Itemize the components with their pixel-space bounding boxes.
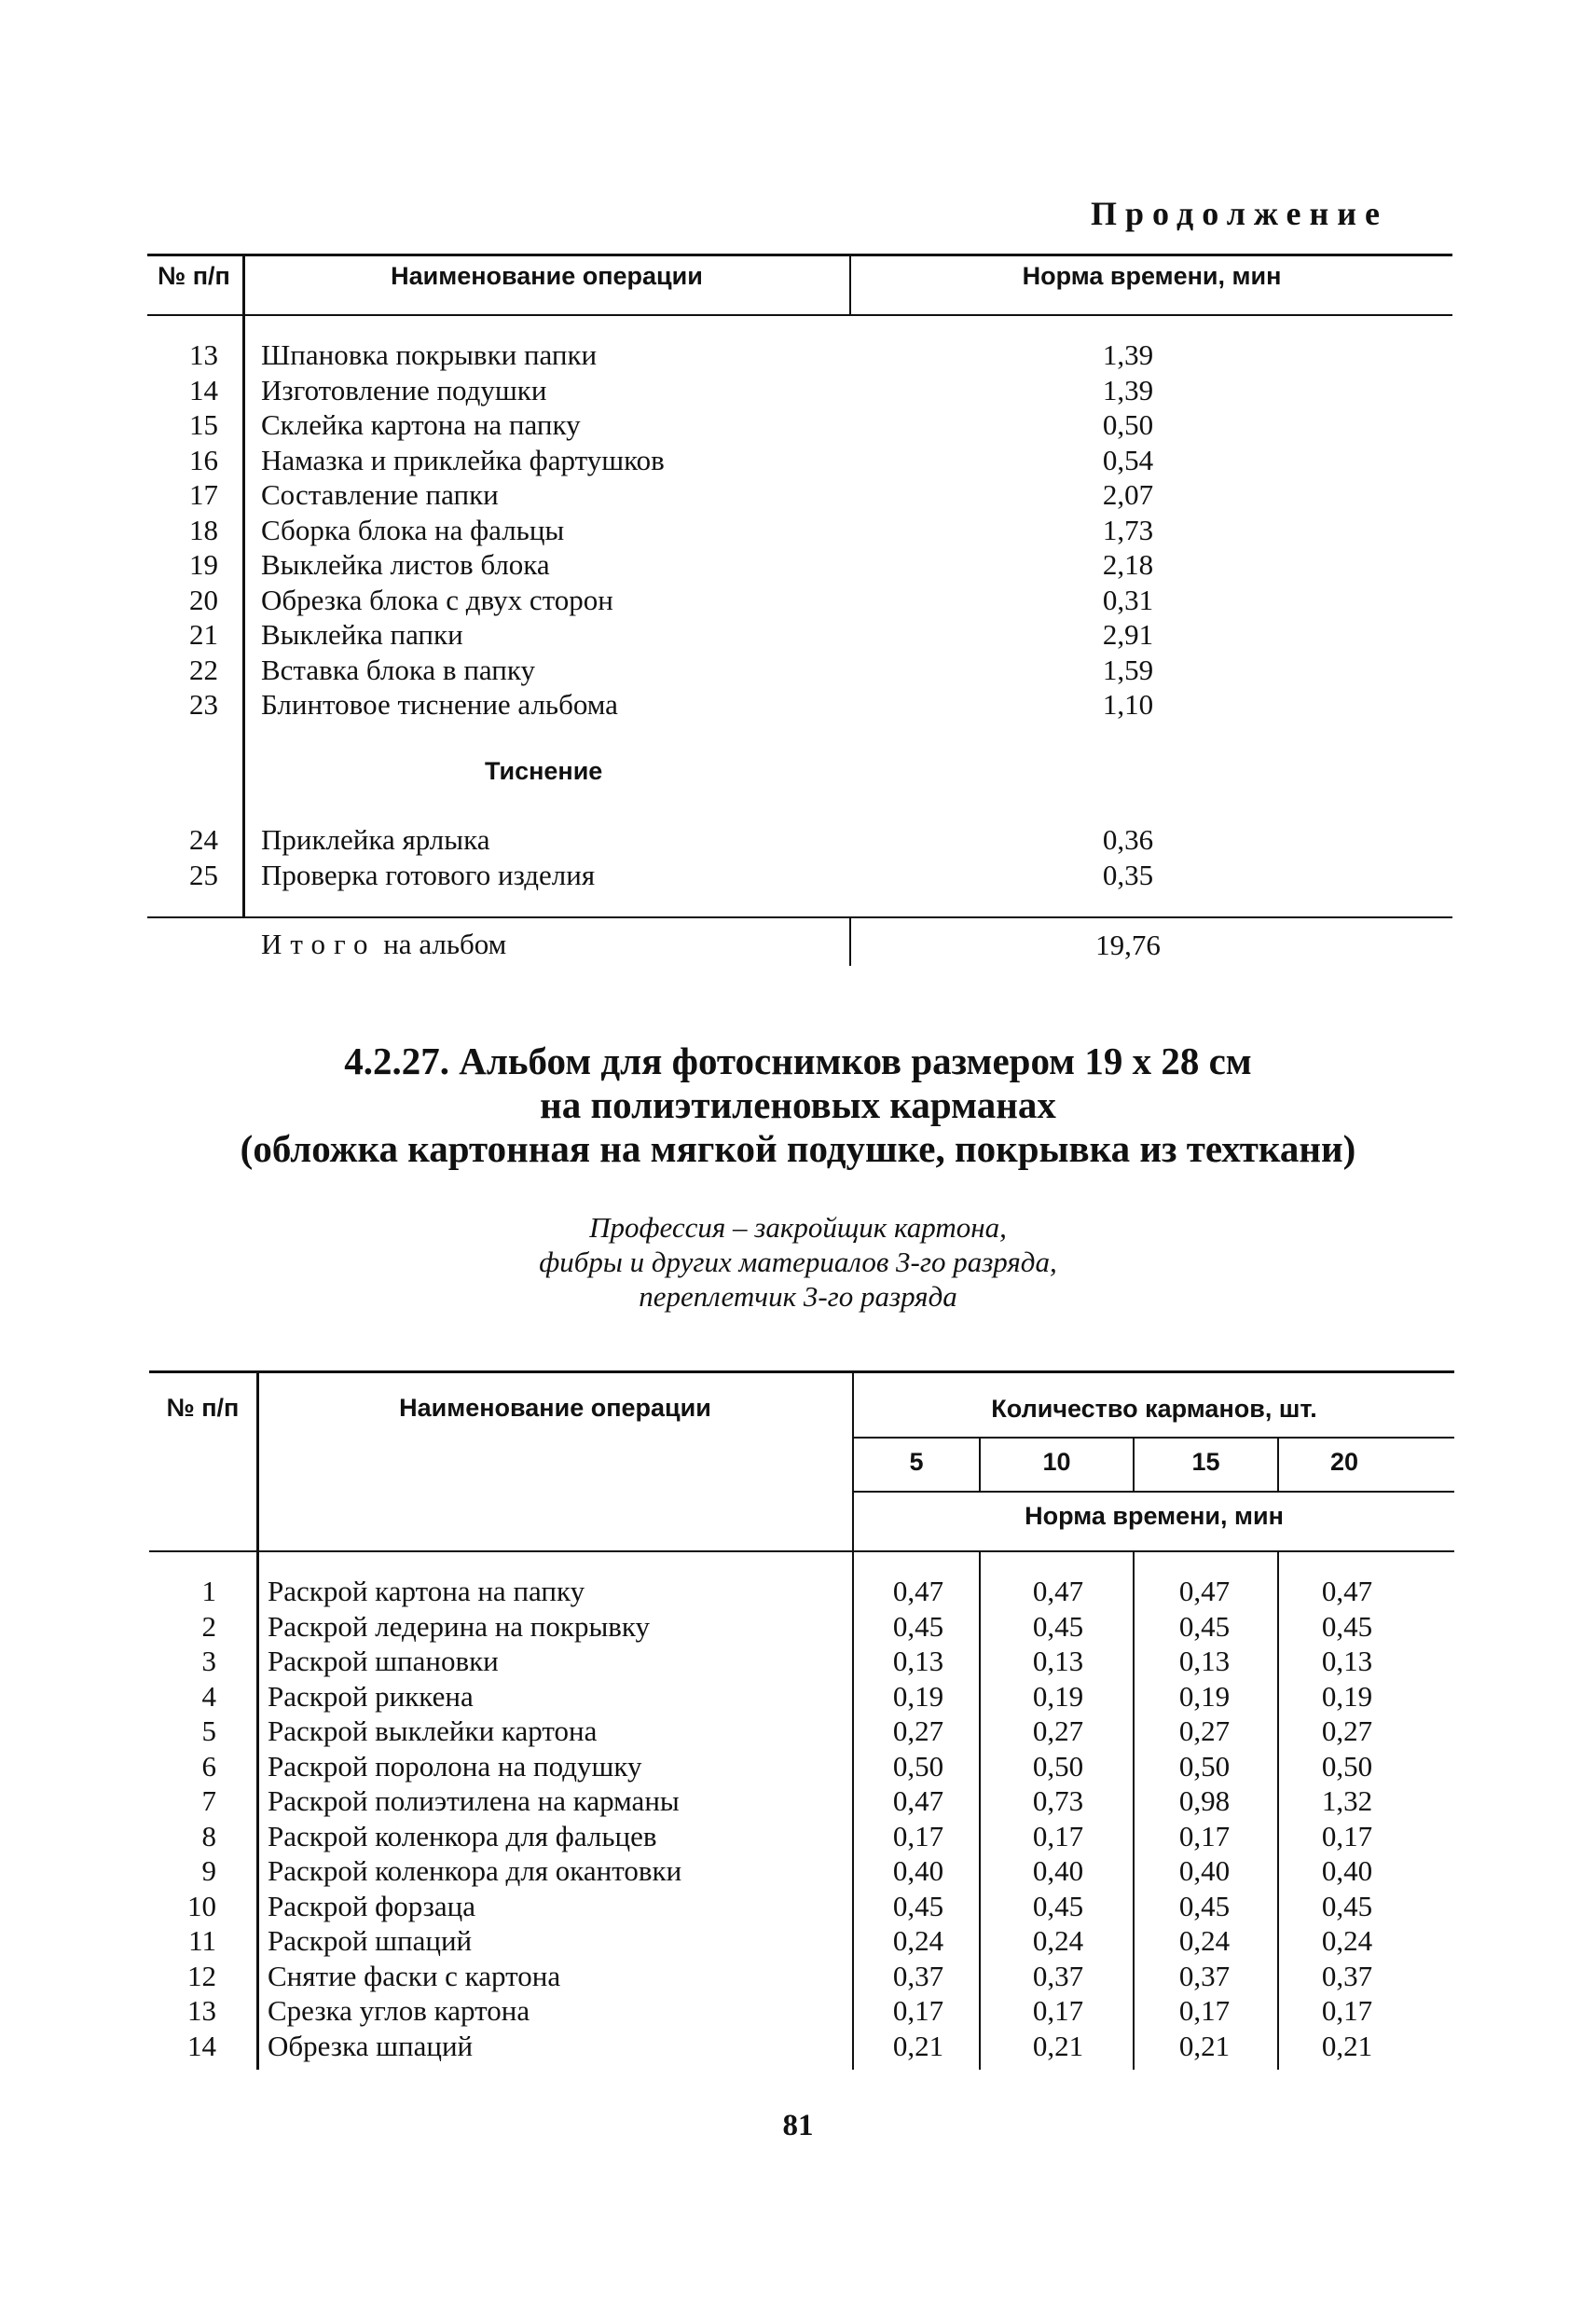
- table1-row-name: Составление папки: [261, 478, 499, 511]
- table2-header-q15: 15: [1191, 1448, 1220, 1476]
- table2-row-name: Срезка углов картона: [268, 1994, 530, 2027]
- table1-row-num: 15: [189, 408, 218, 441]
- table2-cell-v15: 0,45: [1178, 1609, 1231, 1643]
- table1-row-norm: 2,18: [1102, 548, 1154, 581]
- table2-cell-v20: 0,45: [1321, 1889, 1373, 1922]
- table2-cell-v10: 0,47: [1032, 1575, 1084, 1607]
- table2-cell-v15: 0,17: [1178, 1994, 1231, 2027]
- table2-cell-v20: 0,19: [1321, 1679, 1373, 1713]
- page-number: 81: [782, 2109, 814, 2142]
- table2-header-qty: Количество карманов, шт.: [991, 1395, 1317, 1423]
- table1-row-norm: 1,59: [1102, 653, 1154, 686]
- table2-cell-v20: 0,40: [1321, 1854, 1373, 1887]
- table2-cell-v20: 0,13: [1321, 1645, 1373, 1677]
- table1-row-norm: 0,54: [1102, 443, 1154, 476]
- table2-cell-v5: 0,21: [892, 2029, 944, 2062]
- table2-row-num: 11: [188, 1924, 216, 1957]
- table2-cell-v15: 0,24: [1178, 1924, 1231, 1957]
- table1-row-name: Блинтовое тиснение альбома: [261, 688, 618, 721]
- table2-row-name: Раскрой коленкора для окантовки: [268, 1854, 682, 1887]
- table2-cell-v10: 0,45: [1032, 1609, 1084, 1643]
- table2-header-name: Наименование операции: [399, 1394, 711, 1422]
- table1-row-name: Приклейка ярлыка: [261, 823, 490, 856]
- table2-cell-v20: 0,21: [1321, 2029, 1373, 2062]
- table1-row-norm: 1,39: [1102, 373, 1154, 406]
- table1-row-name: Склейка картона на папку: [261, 408, 581, 441]
- table1-header-norm: Норма времени, мин: [1022, 262, 1282, 290]
- table1-row-norm: 0,35: [1102, 858, 1154, 891]
- table2-row-name: Снятие фаски с картона: [268, 1959, 561, 1992]
- table2-col-name: [268, 1574, 681, 2063]
- table1-row-num: 13: [189, 338, 218, 371]
- table2-row-num: 13: [187, 1994, 216, 2027]
- table1-row-num: 16: [189, 443, 218, 476]
- profession-line: Профессия – закройщик картона,: [589, 1211, 1007, 1244]
- table2-num-col-rule: [256, 1370, 259, 2070]
- continued-label: Продолжение: [1091, 195, 1388, 232]
- table1-row-name: Проверка готового изделия: [261, 858, 596, 891]
- table1-row-name: Изготовление подушки: [261, 373, 547, 406]
- table1-row-norm: 1,39: [1102, 338, 1154, 371]
- table1-row-name: Выклейка папки: [261, 618, 463, 651]
- table1-row-num: 14: [189, 373, 218, 406]
- table2-v5-rule: [979, 1550, 981, 2070]
- table2-row-num: 6: [201, 1749, 216, 1783]
- section-title-line: 4.2.27. Альбом для фотоснимков размером 19 х 28 см: [344, 1039, 1252, 1082]
- table1-row-num: 18: [189, 513, 218, 546]
- table2-row-num: 10: [187, 1889, 216, 1922]
- table2-cell-v10: 0,73: [1032, 1784, 1084, 1817]
- table2-row-num: 2: [201, 1609, 216, 1643]
- table2-row-name: Раскрой поролона на подушку: [268, 1749, 642, 1783]
- table2-sub-rule: [852, 1491, 1454, 1493]
- table2-row-name: Раскрой выклейки картона: [268, 1714, 598, 1747]
- table2-cell-v20: 0,37: [1321, 1959, 1373, 1992]
- table2-header-q20: 20: [1329, 1448, 1359, 1476]
- table2-row-name: Раскрой полиэтилена на карманы: [268, 1784, 680, 1817]
- table2-qty-rule: [852, 1437, 1454, 1439]
- table2-row-num: 8: [201, 1819, 216, 1852]
- table1-row-norm: 0,31: [1102, 583, 1154, 616]
- table2-cell-v5: 0,40: [892, 1854, 944, 1887]
- table2-cell-v10: 0,13: [1032, 1645, 1084, 1677]
- table2-v15-rule: [1277, 1550, 1279, 2070]
- table2-v10-rule: [1133, 1550, 1135, 2070]
- table2-cell-v15: 0,45: [1178, 1889, 1231, 1922]
- table2-row-num: 9: [201, 1854, 216, 1887]
- table2-cell-v10: 0,27: [1032, 1714, 1084, 1747]
- table2-cell-v5: 0,45: [892, 1889, 944, 1922]
- table2-row-num: 7: [201, 1784, 216, 1817]
- table1-row-num: 23: [189, 688, 218, 721]
- table2-cell-v20: 1,32: [1321, 1784, 1373, 1817]
- table1-rows-a-norm: [1053, 337, 1203, 723]
- table1-row-name: Сборка блока на фальцы: [261, 513, 565, 546]
- table1-rows-a-name: [261, 337, 665, 723]
- table2-header-rule: [149, 1550, 1454, 1552]
- table1-row-norm: 2,07: [1102, 478, 1154, 511]
- table2-row-name: Раскрой шпановки: [268, 1645, 499, 1677]
- table2-row-num: 12: [187, 1959, 216, 1992]
- table1-header-num: № п/п: [158, 262, 230, 290]
- table2-cell-v10: 0,40: [1032, 1854, 1084, 1887]
- table2-cell-v10: 0,24: [1032, 1924, 1084, 1957]
- table2-cell-v10: 0,45: [1032, 1889, 1084, 1922]
- table1-row-name: Выклейка листов блока: [261, 548, 550, 581]
- table1-row-num: 20: [189, 583, 218, 616]
- table2-row-name: Раскрой форзаца: [268, 1889, 475, 1922]
- table2-cell-v15: 0,17: [1178, 1819, 1231, 1852]
- table2-cell-v5: 0,45: [892, 1609, 944, 1643]
- table2-cell-v10: 0,17: [1032, 1819, 1084, 1852]
- section-title-line: на полиэтиленовых карманах: [540, 1083, 1056, 1126]
- table1-total-rest: на альбом: [383, 928, 507, 960]
- table2-cell-v20: 0,47: [1321, 1575, 1373, 1607]
- table1-row-norm: 1,10: [1102, 688, 1154, 721]
- table2-cell-v5: 0,37: [892, 1959, 944, 1992]
- profession-line: фибры и других материалов 3-го разряда,: [539, 1246, 1057, 1278]
- table1-row-num: 24: [189, 823, 218, 856]
- table1-header-rule: [147, 314, 1452, 316]
- table2-cell-v5: 0,24: [892, 1924, 944, 1957]
- table2-header-num: № п/п: [166, 1394, 240, 1422]
- table2-cell-v15: 0,50: [1178, 1749, 1231, 1783]
- table2-row-name: Раскрой шпаций: [268, 1924, 473, 1957]
- table1-row-norm: 0,50: [1102, 408, 1154, 441]
- table1-row-norm: 1,73: [1102, 513, 1154, 546]
- table2-cell-v20: 0,45: [1321, 1609, 1373, 1643]
- table2-cell-v20: 0,24: [1321, 1924, 1373, 1957]
- table1-row-num: 19: [189, 548, 218, 581]
- table1-row-norm: 2,91: [1102, 618, 1154, 651]
- table1-row-name: Шпановка покрывки папки: [261, 338, 598, 371]
- table2-cell-v15: 0,27: [1178, 1714, 1231, 1747]
- table2-row-name: Раскрой картона на папку: [268, 1575, 585, 1607]
- table2-cell-v15: 0,40: [1178, 1854, 1231, 1887]
- table2-row-name: Раскрой риккена: [268, 1679, 474, 1713]
- table2-cell-v10: 0,37: [1032, 1959, 1084, 1992]
- table2-cell-v5: 0,19: [892, 1679, 944, 1713]
- table2-cell-v20: 0,27: [1321, 1714, 1373, 1747]
- table2-cell-v10: 0,21: [1032, 2029, 1084, 2062]
- table2-cell-v5: 0,17: [892, 1994, 944, 2027]
- table2-row-num: 4: [201, 1679, 216, 1713]
- table2-cell-v20: 0,17: [1321, 1994, 1373, 2027]
- table1-rows-b-num: [149, 822, 218, 892]
- table2-cell-v5: 0,27: [892, 1714, 944, 1747]
- section-title: [0, 1039, 1596, 1171]
- table1-row-name: Обрезка блока с двух сторон: [261, 583, 613, 616]
- table2-cell-v15: 0,47: [1178, 1575, 1231, 1607]
- table2-cell-v15: 0,13: [1178, 1645, 1231, 1677]
- profession-line: переплетчик 3-го разряда: [639, 1280, 957, 1313]
- table1-row-num: 21: [189, 618, 218, 651]
- table2-cell-v15: 0,98: [1178, 1784, 1231, 1817]
- table1-row-norm: 0,36: [1102, 823, 1154, 856]
- table2-cell-v5: 0,50: [892, 1749, 944, 1783]
- table2-header-q10: 10: [1042, 1448, 1071, 1476]
- table2-cell-v5: 0,17: [892, 1819, 944, 1852]
- profession-note: [0, 1210, 1596, 1314]
- table1-num-col-rule: [242, 254, 245, 916]
- table2-top-rule: [149, 1370, 1454, 1373]
- table2-cell-v20: 0,50: [1321, 1749, 1373, 1783]
- table1-header-name: Наименование операции: [391, 262, 703, 290]
- table2-cell-v15: 0,21: [1178, 2029, 1231, 2062]
- table1-row-name: Вставка блока в папку: [261, 653, 535, 686]
- table2-cell-v5: 0,47: [892, 1575, 944, 1607]
- table2-row-num: 5: [201, 1714, 216, 1747]
- table1-top-rule: [147, 254, 1452, 256]
- table2-cell-v20: 0,17: [1321, 1819, 1373, 1852]
- table1-total-value: 19,76: [1095, 929, 1161, 961]
- table1-total-rule: [849, 916, 851, 966]
- table2-header-norm: Норма времени, мин: [1025, 1502, 1284, 1530]
- table2-row-name: Раскрой коленкора для фальцев: [268, 1819, 657, 1852]
- table1-total-label: [261, 928, 506, 961]
- table1-section-heading: Тиснение: [485, 757, 603, 785]
- table2-row-num: 1: [201, 1575, 216, 1607]
- table1-rows-b-norm: [1053, 822, 1203, 892]
- table2-col-v20: [1296, 1574, 1398, 2063]
- table2-col-v5: [867, 1574, 970, 2063]
- table1-row-num: 17: [189, 478, 218, 511]
- table2-row-num: 14: [187, 2029, 216, 2062]
- table2-cell-v10: 0,17: [1032, 1994, 1084, 2027]
- table1-row-num: 22: [189, 653, 218, 686]
- table2-row-num: 3: [201, 1645, 216, 1677]
- table2-col-num: [157, 1574, 216, 2063]
- table2-cell-v10: 0,19: [1032, 1679, 1084, 1713]
- table1-rows-b-name: [261, 822, 595, 892]
- table1-body-end-rule: [147, 916, 1452, 918]
- table2-cell-v15: 0,37: [1178, 1959, 1231, 1992]
- table2-col-v15: [1153, 1574, 1256, 2063]
- table1-row-num: 25: [189, 858, 218, 891]
- table2-cell-v10: 0,50: [1032, 1749, 1084, 1783]
- table2-row-name: Обрезка шпаций: [268, 2029, 474, 2062]
- table2-cell-v5: 0,47: [892, 1784, 944, 1817]
- table2-col-v10: [1007, 1574, 1109, 2063]
- table1-rows-a-num: [149, 337, 218, 723]
- table1-row-name: Намазка и приклейка фартушков: [261, 443, 665, 476]
- section-title-line: (обложка картонная на мягкой подушке, покрывка из техткани): [240, 1127, 1356, 1170]
- table2-cell-v5: 0,13: [892, 1645, 944, 1677]
- table2-cell-v15: 0,19: [1178, 1679, 1231, 1713]
- table2-row-name: Раскрой ледерина на покрывку: [268, 1609, 651, 1643]
- table2-header-q5: 5: [909, 1448, 924, 1476]
- table1-total-word: Итого: [261, 928, 377, 960]
